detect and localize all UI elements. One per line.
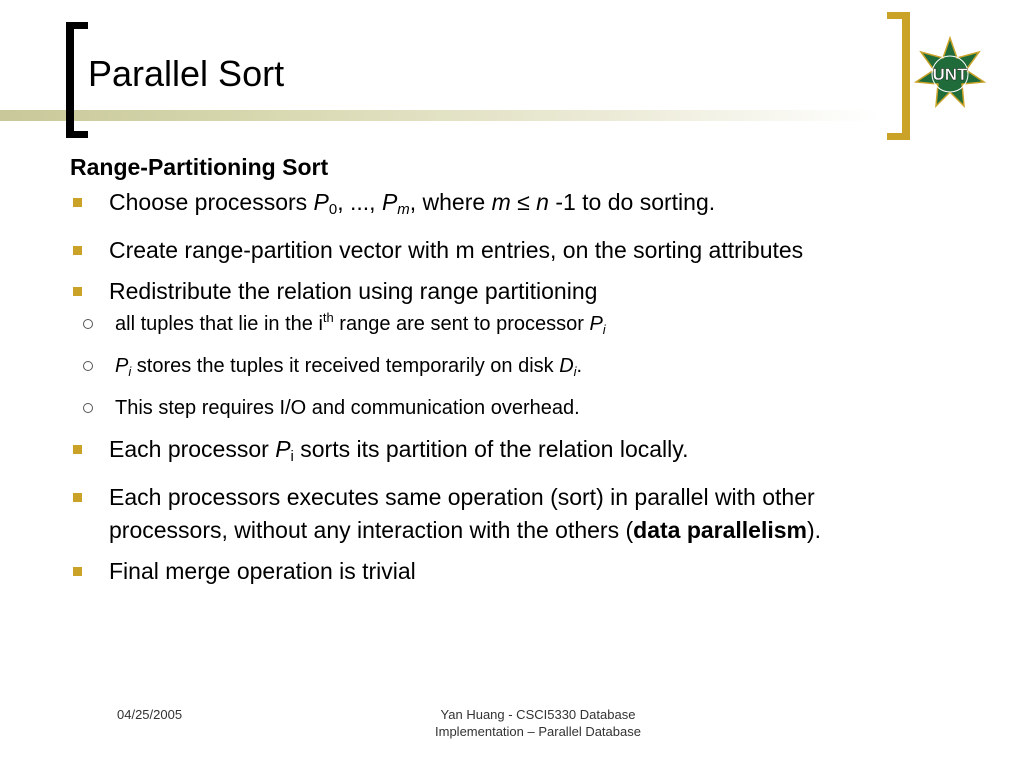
- right-bracket-top: [887, 12, 910, 19]
- footer-line-1: Yan Huang - CSCI5330 Database: [440, 707, 636, 722]
- title-divider-bar: [0, 110, 880, 121]
- left-bracket-bottom: [66, 131, 88, 138]
- sub-bullet-stores-tuples: $P_i$ stores the tuples it received temporarily on disk $D_i$.: [70, 352, 930, 386]
- logo-text: UNT: [932, 65, 968, 84]
- sub-bullet-tuples-sent: all tuples that lie in the $i^{th}$ range are sent to processor $P_i$: [70, 310, 930, 344]
- footer-credit: [410, 706, 666, 740]
- bullet-final-merge: Final merge operation is trivial: [70, 555, 930, 588]
- slide-title: Parallel Sort: [88, 53, 285, 94]
- bullet-range-partition-vector: Create range-partition vector with m entries, on the sorting attributes: [70, 234, 930, 267]
- bullet-redistribute: Redistribute the relation using range partitioning: [70, 275, 930, 308]
- sub-bullet-io-overhead: This step requires I/O and communication overhead.: [70, 394, 930, 423]
- slide-content: [70, 152, 930, 596]
- left-bracket-top: [66, 22, 88, 29]
- sub-bullet-list: [70, 310, 930, 423]
- unt-logo-icon: [912, 36, 988, 108]
- bullet-data-parallelism: Each processors executes same operation (sort) in parallel with other processors, without any interaction with the others (data parallelism).: [70, 481, 930, 547]
- bullet-choose-processors: Choose processors $P_0$, ..., $P_m$, where m ≤ n -1 to do sorting.: [70, 186, 930, 226]
- bullet-sort-locally: Each processor $P_i$ sorts its partition of the relation locally.: [70, 433, 930, 473]
- right-bracket: [902, 12, 910, 140]
- content-heading: Range-Partitioning Sort: [70, 154, 329, 180]
- bullet-list: [70, 186, 930, 308]
- footer-line-2: Implementation – Parallel Database: [435, 724, 641, 739]
- left-bracket: [66, 22, 74, 138]
- right-bracket-bottom: [887, 133, 910, 140]
- bullet-list-continued: [70, 433, 930, 588]
- footer-date: 04/25/2005: [117, 707, 183, 722]
